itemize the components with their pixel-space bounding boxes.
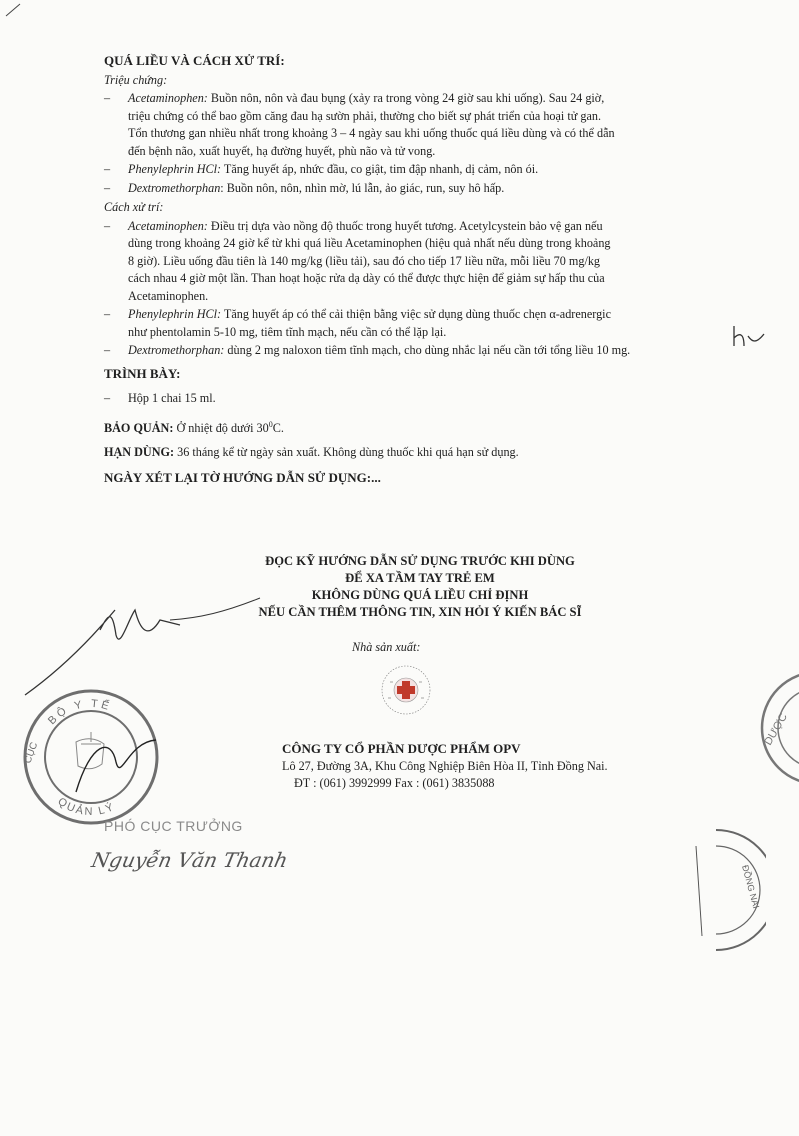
expiry-line xyxy=(104,444,719,462)
stamp-title: PHÓ CỤC TRƯỞNG xyxy=(104,818,243,834)
edge-stamp-text: DƯỢC xyxy=(762,711,790,748)
company-name: CÔNG TY CỔ PHẦN DƯỢC PHẨM OPV xyxy=(282,741,521,756)
edge-stamp-2-text: ĐỒNG NAI xyxy=(740,863,762,910)
storage-degree: 0 xyxy=(268,419,273,429)
body-line: như phentolamin 5-10 mg, tiêm tĩnh mạch, nếu cần có thể lặp lại. xyxy=(128,324,447,339)
list-item xyxy=(104,218,719,306)
body-line: triệu chứng có thể bao gồm căng đau hạ sườn phải, thường cho biết sự phát triển của hoại tử gan. xyxy=(128,108,602,123)
symptoms-list xyxy=(104,90,719,197)
body-line: Điều trị dựa vào nồng độ thuốc trong huyết tương. Acetylcystein bảo vệ gan nếu xyxy=(207,218,603,233)
drug-name: Phenylephrin HCl: xyxy=(128,162,222,176)
list-item xyxy=(104,180,719,198)
list-item xyxy=(104,342,719,360)
list-item xyxy=(104,306,719,341)
presentation-text: Hộp 1 chai 15 ml. xyxy=(128,391,216,405)
expiry-label: HẠN DÙNG: xyxy=(104,445,175,460)
margin-initials xyxy=(728,322,768,352)
edge-stamp-icon xyxy=(748,668,799,788)
leaflet-body xyxy=(104,52,719,486)
dash-bullet: – xyxy=(104,91,111,105)
body-line: Tăng huyết áp, nhức đầu, co giật, tim đập nhanh, dị cảm, nôn ói. xyxy=(221,162,539,176)
dash-bullet: – xyxy=(104,307,111,321)
storage-unit: C. xyxy=(272,420,284,435)
warning-block xyxy=(210,553,630,621)
drug-name: Dextromethorphan: xyxy=(128,343,225,357)
dash-bullet: – xyxy=(104,162,111,176)
body-line: đến bệnh não, xuất huyết, hạ đường huyết, phù não và tử vong. xyxy=(128,143,436,158)
body-line: dùng 2 mg naloxon tiêm tĩnh mạch, cho dùng nhắc lại nếu cần tới tổng liều 10 mg. xyxy=(224,343,631,357)
presentation-heading: TRÌNH BÀY: xyxy=(104,365,181,381)
warning-line: NẾU CẦN THÊM THÔNG TIN, XIN HỎI Ý KIẾN BÁC SĨ xyxy=(258,605,582,619)
manufacturer-logo-icon xyxy=(376,660,436,720)
edge-stamp-2-icon xyxy=(656,826,766,956)
drug-name: Phenylephrin HCl: xyxy=(128,307,222,321)
corner-mark xyxy=(4,2,24,18)
dash-bullet: – xyxy=(104,218,111,233)
review-date-heading: NGÀY XÉT LẠI TỜ HƯỚNG DẪN SỬ DỤNG:... xyxy=(104,469,381,485)
manufacturer-label: Nhà sản xuất: xyxy=(352,640,421,654)
body-line: Tăng huyết áp có thể cải thiện bằng việc sử dụng dùng thuốc chẹn α-adrenergic xyxy=(221,307,611,321)
body-line: 8 giờ). Liều uống đầu tiên là 140 mg/kg (liều tải), sau đó cho tiếp 17 liều nữa, mỗi liều 70 mg/kg xyxy=(128,253,601,268)
body-line: Buồn nôn, nôn và đau bụng (xảy ra trong vòng 24 giờ sau khi uống). Sau 24 giờ, xyxy=(207,91,605,105)
body-line: Tổn thương gan nhiều nhất trong khoảng 3 – 4 ngày sau khi uống thuốc quá liều dùng và có thể dẫn xyxy=(128,126,615,140)
official-seal-icon xyxy=(16,682,166,832)
company-address: Lô 27, Đường 3A, Khu Công Nghiệp Biên Hòa II, Tỉnh Đồng Nai. xyxy=(282,758,608,773)
overdose-heading: QUÁ LIỀU VÀ CÁCH XỬ TRÍ: xyxy=(104,53,285,68)
list-item xyxy=(104,90,719,160)
warning-line: ĐỌC KỸ HƯỚNG DẪN SỬ DỤNG TRƯỚC KHI DÙNG xyxy=(265,554,575,568)
warning-line: KHÔNG DÙNG QUÁ LIỀU CHỈ ĐỊNH xyxy=(311,588,529,602)
drug-name: Dextromethorphan xyxy=(128,180,221,195)
storage-line xyxy=(104,416,719,438)
presentation-item xyxy=(104,390,719,408)
body-line: : Buồn nôn, nôn, nhìn mờ, lú lẫn, ảo giác, run, suy hô hấp. xyxy=(220,180,505,195)
drug-name: Acetaminophen: xyxy=(128,91,208,105)
dash-bullet: – xyxy=(104,391,111,405)
drug-name: Acetaminophen: xyxy=(128,218,208,233)
expiry-text: 36 tháng kể từ ngày sản xuất. Không dùng thuốc khi quá hạn sử dụng. xyxy=(174,445,519,460)
storage-label: BẢO QUẢN: xyxy=(104,420,174,435)
symptoms-label: Triệu chứng: xyxy=(104,72,168,87)
company-block xyxy=(282,740,642,793)
body-line: dùng trong khoảng 24 giờ kể từ khi quá liều Acetaminophen (hiệu quả nhất nếu dùng trong khoảng xyxy=(128,236,611,250)
seal-top-text: BỘ Y TẾ xyxy=(45,697,114,728)
seal-side-text: CỤC xyxy=(22,740,41,766)
dash-bullet: – xyxy=(104,180,111,195)
treatments-list xyxy=(104,218,719,360)
company-contact: ĐT : (061) 3992999 Fax : (061) 3835088 xyxy=(294,776,495,790)
treatment-label: Cách xử trí: xyxy=(104,200,164,214)
body-line: Acetaminophen. xyxy=(128,288,209,303)
signer-name: Nguyễn Văn Thanh xyxy=(89,848,291,872)
dash-bullet: – xyxy=(104,343,111,357)
seal-bottom-text: QUẢN LÝ xyxy=(55,795,118,819)
list-item xyxy=(104,161,719,179)
storage-text: Ở nhiệt độ dưới 30 xyxy=(173,420,269,435)
warning-line: ĐỂ XA TẦM TAY TRẺ EM xyxy=(345,571,495,585)
body-line: cách nhau 4 giờ một lần. Than hoạt hoặc rửa dạ dày có thể được thực hiện để giảm sự hấp thu của xyxy=(128,271,605,285)
